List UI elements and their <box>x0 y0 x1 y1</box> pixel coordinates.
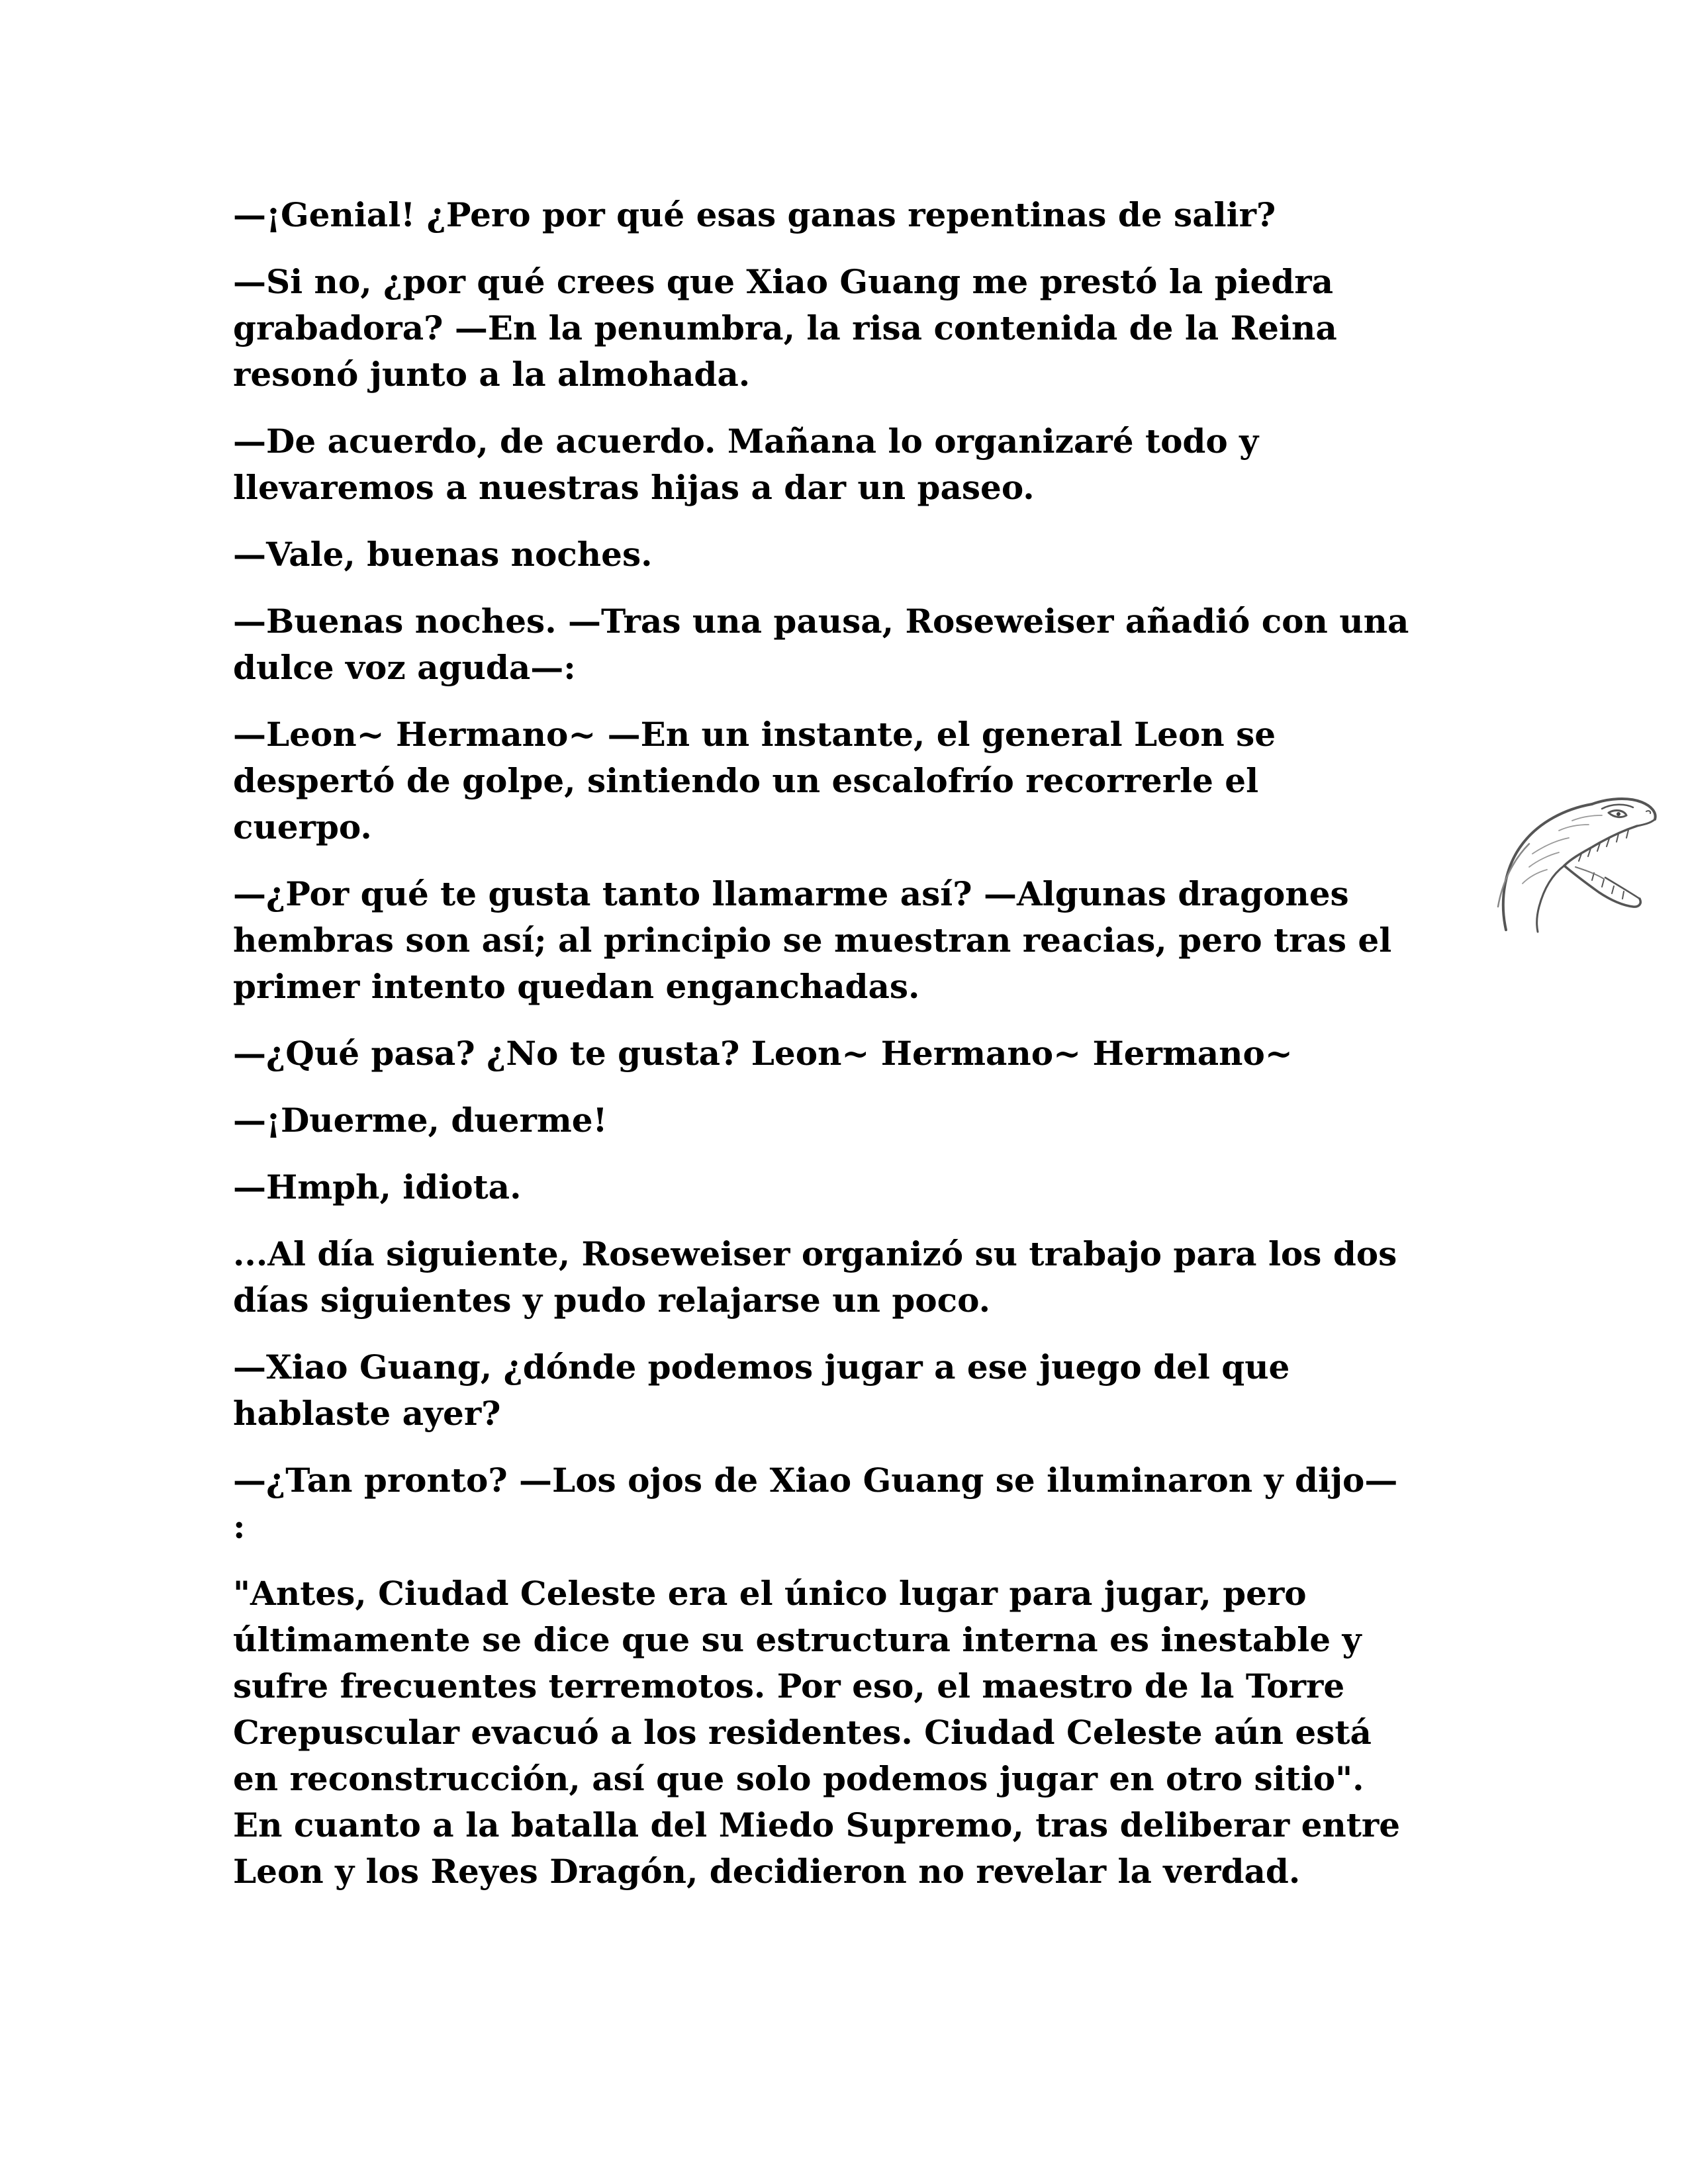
paragraph: —Buenas noches. —Tras una pausa, Roseweiser añadió con una dulce voz aguda—: <box>233 602 1409 687</box>
paragraph: —Si no, ¿por qué crees que Xiao Guang me prestó la piedra grabadora? —En la penumbra, la risa contenida de la Reina resonó junto a la almohada. <box>233 262 1337 394</box>
paragraph: —Leon~ Hermano~ —En un instante, el general Leon se despertó de golpe, sintiendo un escalofrío recorrerle el cuerpo. <box>233 715 1276 846</box>
paragraph: —Hmph, idiota. <box>233 1167 522 1206</box>
paragraph: —Vale, buenas noches. <box>233 535 653 574</box>
paragraph: ...Al día siguiente, Roseweiser organizó su trabajo para los dos días siguientes y pudo relajarse un poco. <box>233 1234 1397 1320</box>
paragraph: —Xiao Guang, ¿dónde podemos jugar a ese juego del que hablaste ayer? <box>233 1347 1290 1433</box>
dinosaur-head-sketch-icon <box>1493 774 1665 933</box>
paragraph: —¿Tan pronto? —Los ojos de Xiao Guang se iluminaron y dijo— : <box>233 1461 1398 1546</box>
paragraph: —¡Genial! ¿Pero por qué esas ganas repentinas de salir? <box>233 195 1276 234</box>
paragraph: —De acuerdo, de acuerdo. Mañana lo organizaré todo y llevaremos a nuestras hijas a dar un paseo. <box>233 422 1259 507</box>
paragraph: "Antes, Ciudad Celeste era el único lugar para jugar, pero últimamente se dice que su estructura interna es inestable y sufre frecuentes terremotos. Por eso, el maestro de la Torre Crepuscular evacuó a los residentes. Ciudad Celeste aún está en reconstrucción, así que solo podemos jugar en otro sitio". <box>233 1574 1372 1798</box>
paragraph: —¿Por qué te gusta tanto llamarme así? —Algunas dragones hembras son así; al principio se muestran reacias, pero tras el primer intento quedan enganchadas. <box>233 874 1392 1006</box>
paragraph: —¿Qué pasa? ¿No te gusta? Leon~ Hermano~ Hermano~ <box>233 1034 1293 1073</box>
body-text <box>233 192 1458 1895</box>
paragraph: —¡Duerme, duerme! <box>233 1101 608 1140</box>
paragraph: En cuanto a la batalla del Miedo Supremo, tras deliberar entre Leon y los Reyes Dragón, decidieron no revelar la verdad. <box>233 1805 1401 1891</box>
